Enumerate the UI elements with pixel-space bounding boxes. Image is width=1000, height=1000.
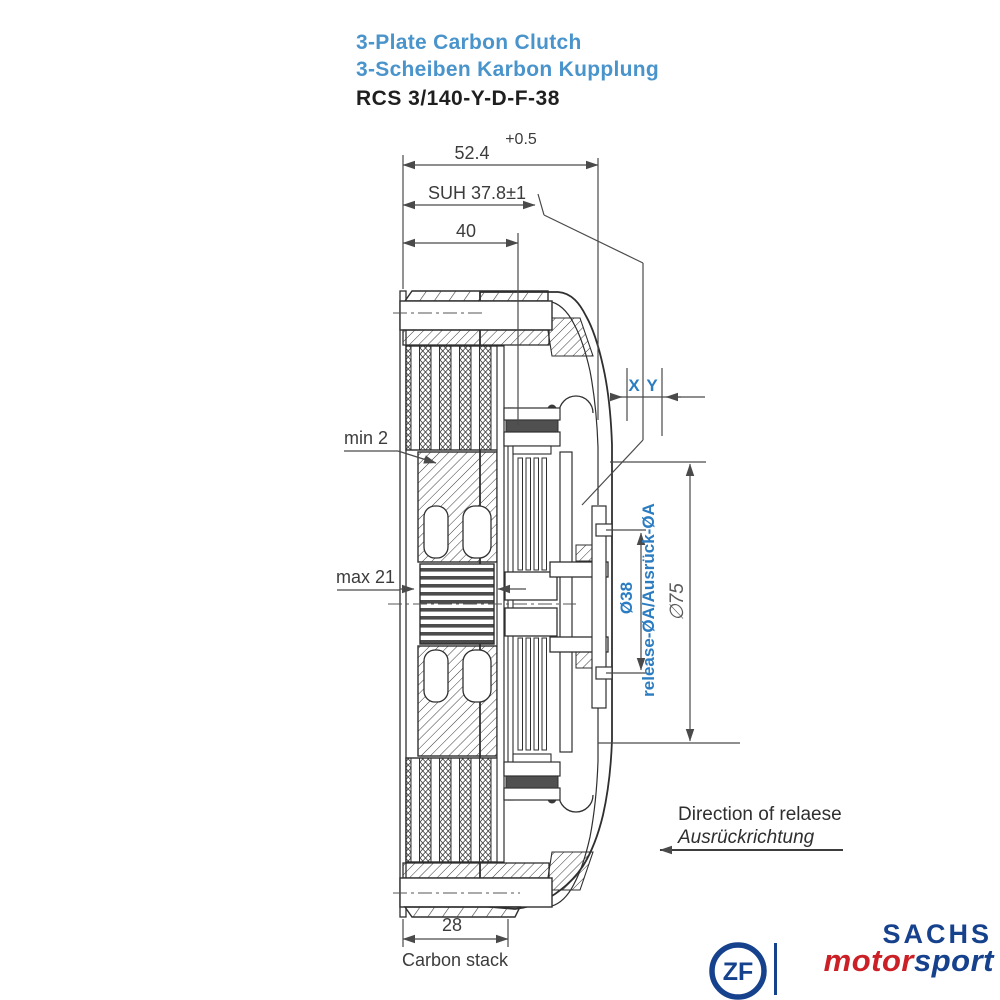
drum-rim-top bbox=[405, 291, 548, 301]
zf-monogram: ZF bbox=[722, 958, 754, 986]
carbon-stack-bottom bbox=[406, 758, 498, 862]
product-title-de: 3-Scheiben Karbon Kupplung bbox=[356, 57, 659, 81]
pressure-plate-bottom bbox=[418, 646, 497, 756]
brand-footer bbox=[700, 915, 1000, 1000]
dim-x-label: X bbox=[628, 376, 640, 395]
product-title-en: 3-Plate Carbon Clutch bbox=[356, 31, 582, 54]
dim-52-4-label: 52.4 bbox=[454, 143, 490, 163]
cover-section-hatch-bottom bbox=[546, 852, 593, 890]
dim-max-21-label: max 21 bbox=[336, 567, 396, 587]
motorsport-red-part: motor bbox=[823, 943, 914, 978]
carbon-stack-label: Carbon stack bbox=[401, 950, 509, 970]
dim-tolerance-label: +0.5 bbox=[505, 131, 537, 148]
zf-logo-icon bbox=[708, 941, 768, 1000]
hub-block-upper bbox=[505, 572, 557, 600]
dim-min-2-label: min 2 bbox=[344, 428, 389, 448]
carbon-stack-top bbox=[406, 346, 498, 450]
motorsport-blue-part: sport bbox=[914, 943, 994, 978]
release-sleeve bbox=[560, 452, 572, 752]
product-model-number: RCS 3/140-Y-D-F-38 bbox=[356, 86, 560, 110]
title-block bbox=[356, 30, 659, 113]
pressure-plate-top bbox=[418, 452, 497, 562]
sachs-wordmark: SACHS bbox=[882, 919, 992, 949]
drum-flange-bottom bbox=[403, 863, 549, 878]
release-direction-de: Ausrückrichtung bbox=[678, 827, 815, 848]
dim-38-label: Ø38 bbox=[617, 581, 636, 615]
dim-suh-label: SUH 37.8±1 bbox=[428, 183, 526, 203]
drum-rim-bottom bbox=[405, 907, 520, 917]
dim-40-label: 40 bbox=[455, 221, 477, 241]
dim-y-label: Y bbox=[646, 376, 658, 395]
dim-28-label: 28 bbox=[441, 915, 463, 935]
release-direction-note bbox=[660, 804, 843, 850]
dim-75-label: ∅75 bbox=[667, 583, 688, 621]
logo-divider bbox=[774, 943, 777, 995]
release-diameter-note: release-ØA/Ausrück-ØA bbox=[639, 503, 658, 697]
release-direction-en: Direction of relaese bbox=[678, 804, 842, 825]
hub-block-lower bbox=[505, 608, 557, 636]
drum-flange-top bbox=[403, 330, 549, 345]
motorsport-wordmark bbox=[788, 943, 994, 979]
